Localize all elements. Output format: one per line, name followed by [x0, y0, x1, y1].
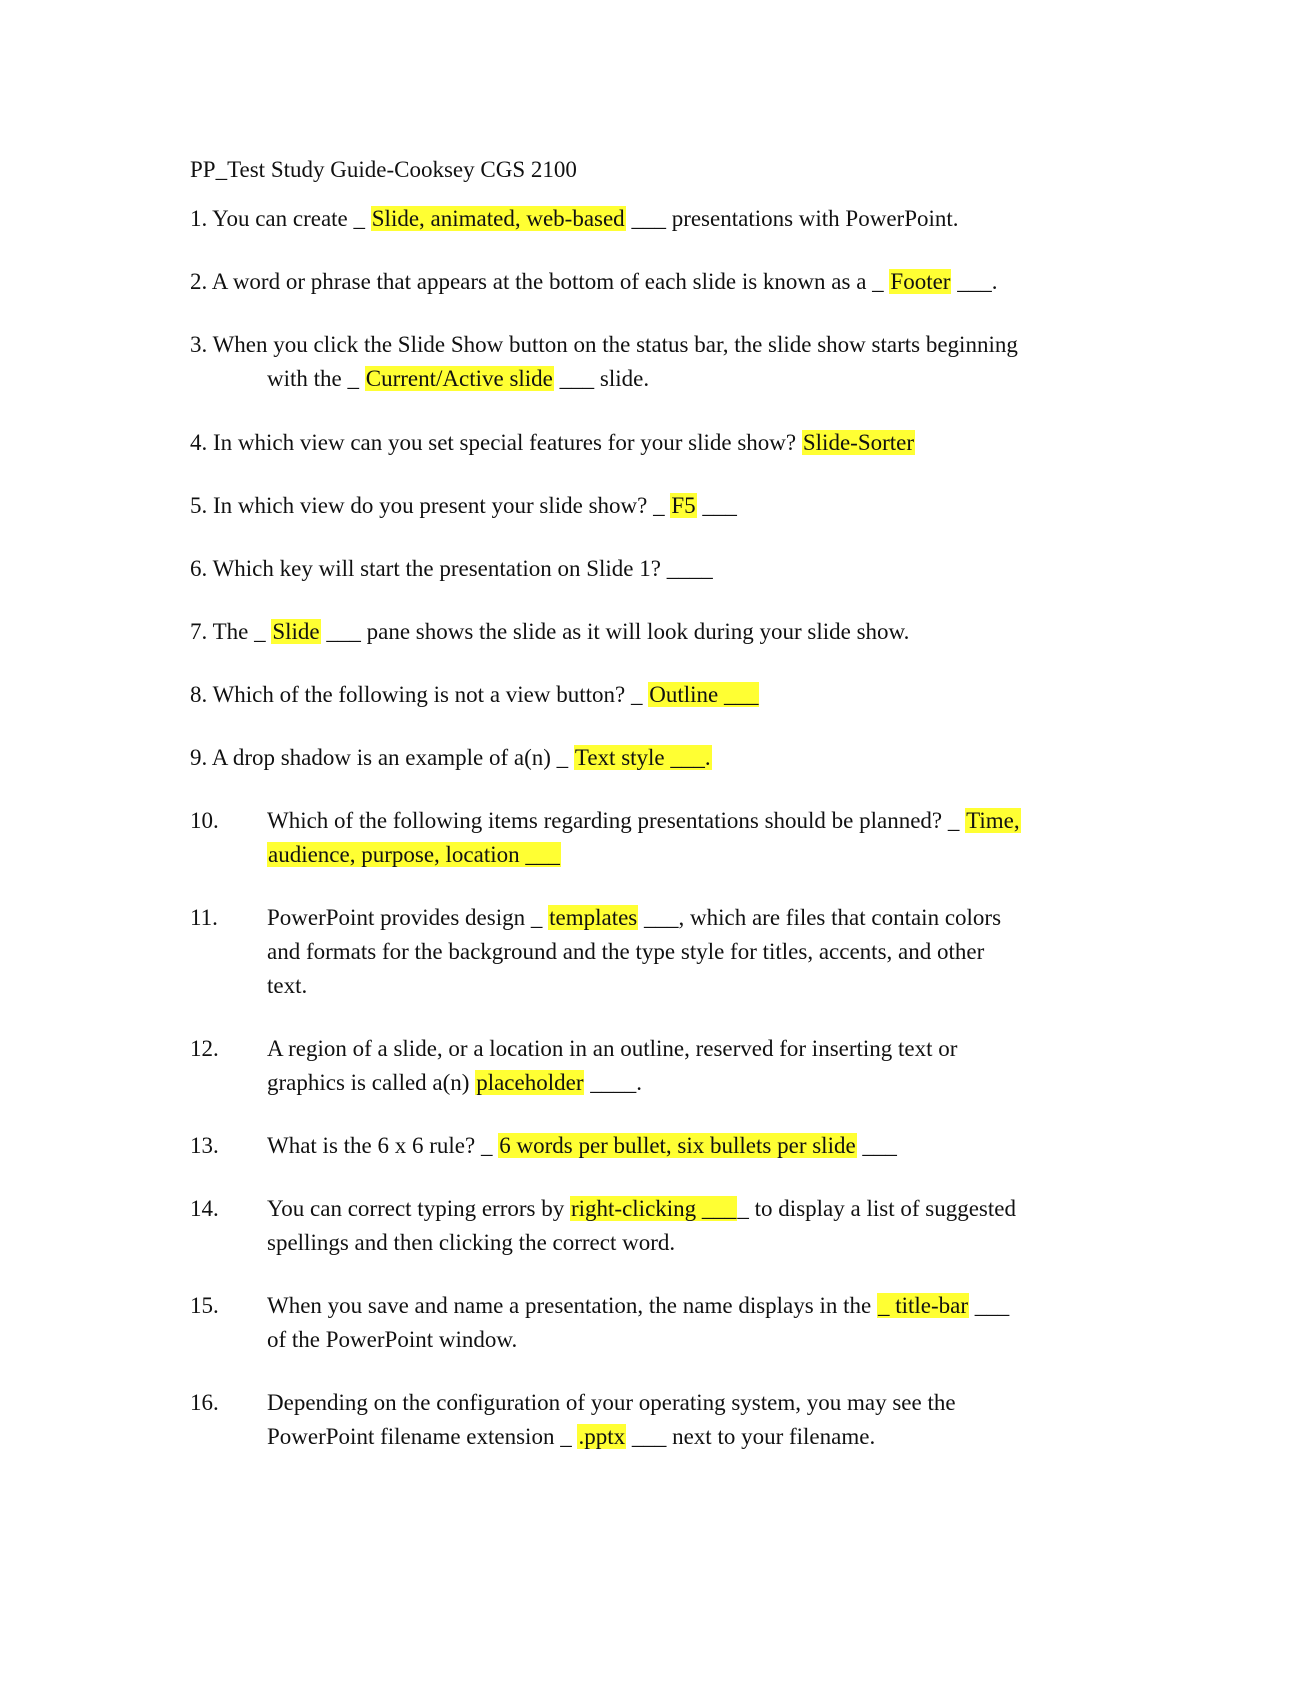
highlighted-answer: F5	[671, 493, 696, 518]
question-text: text.	[267, 973, 308, 998]
question-text: ___	[856, 1133, 897, 1158]
question-5	[190, 489, 737, 523]
question-text: When you save and name a presentation, the name displays in the	[267, 1293, 877, 1318]
question-body	[267, 1192, 1016, 1260]
question-body	[267, 804, 1021, 872]
highlighted-answer: Current/Active slide	[365, 366, 553, 391]
question-text: What is the 6 x 6 rule? _	[267, 1133, 499, 1158]
question-number: 14.	[190, 1196, 219, 1221]
question-text: Depending on the configuration of your operating system, you may see the	[267, 1390, 956, 1415]
question-9	[190, 741, 712, 775]
question-number: 10.	[190, 808, 219, 833]
question-2	[190, 265, 997, 299]
question-text: 6. Which key will start the presentation on Slide 1? ____	[190, 556, 713, 581]
question-text: ___ next to your filename.	[626, 1424, 876, 1449]
question-body	[267, 901, 1001, 1003]
question-text: and formats for the background and the type style for titles, accents, and other	[267, 939, 985, 964]
question-8	[190, 678, 759, 712]
question-text: You can correct typing errors by	[267, 1196, 570, 1221]
question-4	[190, 426, 915, 460]
question-text: 1. You can create _	[190, 206, 371, 231]
question-text: ___ slide.	[553, 366, 650, 391]
question-text: ____.	[584, 1070, 642, 1095]
highlighted-answer: audience, purpose, location ___	[268, 842, 560, 867]
highlighted-answer: Slide-Sorter	[802, 430, 915, 455]
document-title: PP_Test Study Guide-Cooksey CGS 2100	[190, 157, 577, 182]
highlighted-answer: Time,	[966, 808, 1020, 833]
question-number: 11.	[190, 905, 218, 930]
question-text: ___	[696, 493, 737, 518]
question-number: 15.	[190, 1293, 219, 1318]
question-text: 4. In which view can you set special features for your slide show?	[190, 430, 802, 455]
highlighted-answer: 6 words per bullet, six bullets per slide	[499, 1133, 856, 1158]
highlighted-answer: .pptx	[578, 1424, 626, 1449]
highlighted-answer: _ title-bar	[877, 1293, 968, 1318]
question-text: of the PowerPoint window.	[267, 1327, 518, 1352]
highlighted-answer: templates	[549, 905, 638, 930]
question-text: 9. A drop shadow is an example of a(n) _	[190, 745, 574, 770]
question-7	[190, 615, 909, 649]
highlighted-answer: Outline ___	[649, 682, 759, 707]
question-text: graphics is called a(n)	[267, 1070, 476, 1095]
highlighted-answer: right-clicking ___	[570, 1196, 737, 1221]
question-text: ___ pane shows the slide as it will look during your slide show.	[320, 619, 910, 644]
question-text: _ to display a list of suggested	[737, 1196, 1016, 1221]
question-body	[267, 1386, 956, 1454]
question-text: PowerPoint provides design _	[267, 905, 549, 930]
question-body	[267, 1032, 957, 1100]
question-text: 5. In which view do you present your slide show? _	[190, 493, 671, 518]
question-body	[267, 1289, 1009, 1357]
question-text: spellings and then clicking the correct word.	[267, 1230, 676, 1255]
question-number: 16.	[190, 1390, 219, 1415]
question-text: PowerPoint filename extension _	[267, 1424, 578, 1449]
question-text: ___.	[951, 269, 998, 294]
question-1	[190, 202, 959, 236]
highlighted-answer: Text style ___.	[574, 745, 711, 770]
question-text: 3. When you click the Slide Show button on the status bar, the slide show starts beginning	[190, 332, 1018, 357]
question-number: 12.	[190, 1036, 219, 1061]
highlighted-answer: placeholder	[476, 1070, 584, 1095]
question-text: 7. The _	[190, 619, 272, 644]
highlighted-answer: Slide	[272, 619, 320, 644]
question-text: 2. A word or phrase that appears at the bottom of each slide is known as a _	[190, 269, 890, 294]
question-text: A region of a slide, or a location in an outline, reserved for inserting text or	[267, 1036, 958, 1061]
question-body	[267, 1129, 897, 1163]
question-text: 8. Which of the following is not a view button? _	[190, 682, 649, 707]
question-text: ___ presentations with PowerPoint.	[625, 206, 959, 231]
highlighted-answer: Slide, animated, web-based	[371, 206, 625, 231]
highlighted-answer: Footer	[890, 269, 951, 294]
question-text: ___	[969, 1293, 1010, 1318]
question-6	[190, 552, 713, 586]
question-text: Which of the following items regarding presentations should be planned? _	[267, 808, 966, 833]
question-3	[190, 328, 1018, 396]
question-text: with the _	[267, 366, 365, 391]
question-number: 13.	[190, 1133, 219, 1158]
question-text: ___, which are files that contain colors	[638, 905, 1002, 930]
